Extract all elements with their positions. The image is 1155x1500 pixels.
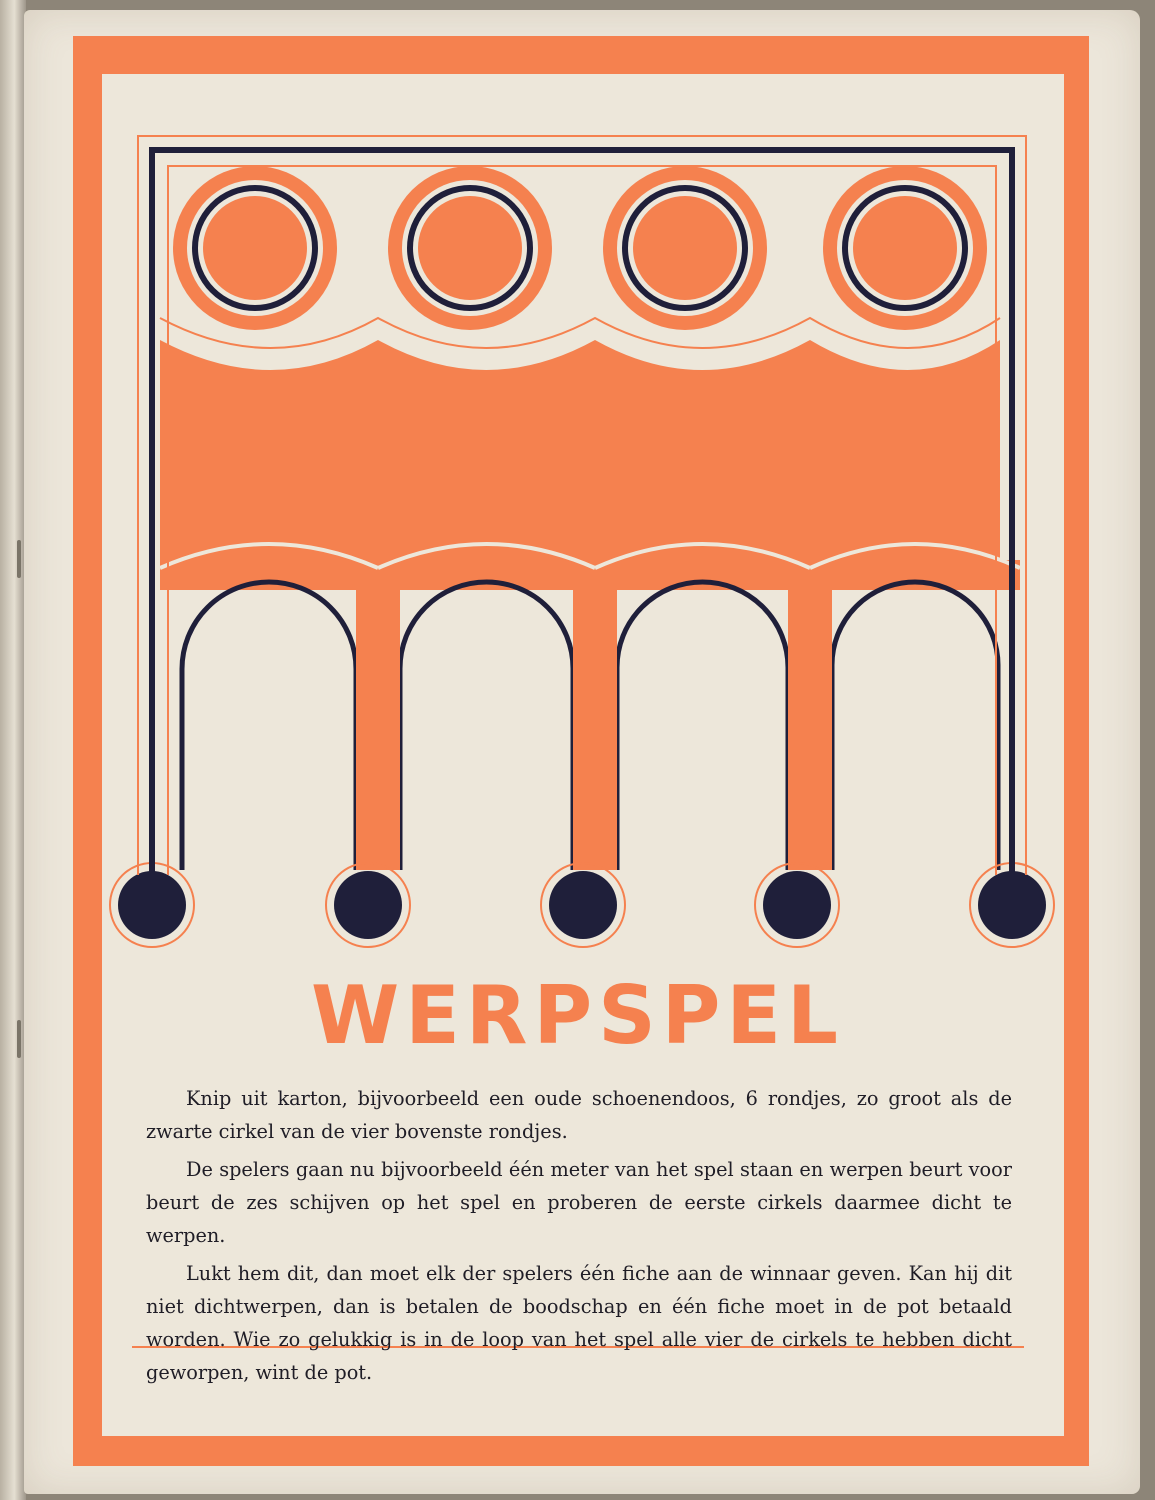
pin-dot-2 — [334, 871, 402, 939]
pin-dot-4 — [763, 871, 831, 939]
pin-dot-5 — [978, 871, 1046, 939]
arch-opening-1 — [190, 590, 348, 870]
arch-band-1 — [160, 560, 378, 590]
pin-dot-3 — [549, 871, 617, 939]
pin-dot-1 — [118, 871, 186, 939]
arch-opening-3 — [625, 590, 780, 870]
paragraph-2: De spelers gaan nu bijvoorbeeld één meter van het spel staan en werpen beurt voor beurt de zes schijven op het spel en proberen de eerste cirkels daarmee dicht te werpen. — [146, 1158, 1012, 1247]
banner-body — [160, 340, 1000, 560]
ring-center-1 — [203, 196, 307, 300]
page-title: WERPSPEL — [311, 969, 844, 1062]
leg-shaft-3 — [788, 590, 832, 870]
leg-shaft-2 — [573, 590, 617, 870]
paragraph-1: Knip uit karton, bijvoorbeeld een oude schoenendoos, 6 rondjes, zo groot als de zwarte cirkel van de vier bovenste rondjes. — [146, 1087, 1012, 1143]
arch-shapes — [160, 544, 1020, 870]
leg-shaft-1 — [356, 590, 400, 870]
arch-band-3 — [595, 560, 810, 590]
ring-center-4 — [853, 196, 957, 300]
ring-center-3 — [633, 196, 737, 300]
target-rings — [173, 166, 987, 330]
arch-band-2 — [378, 560, 595, 590]
orange-banner — [160, 318, 1000, 560]
pin-posts — [110, 863, 1054, 947]
arch-band-4 — [810, 560, 1020, 590]
arch-opening-4 — [840, 590, 990, 870]
ring-center-2 — [418, 196, 522, 300]
paragraph-3: Lukt hem dit, dan moet elk der spelers één fiche aan de winnaar geven. Kan hij dit niet dichtwerpen, dan is betalen de boodschap en één fiche moet in de pot betaald worden. Wie zo gelukkig is in de loop van het spel alle vier de cirkels te hebben dicht geworpen, wint de pot. — [146, 1262, 1012, 1384]
instructions-text — [146, 1082, 1012, 1394]
arch-opening-2 — [408, 590, 565, 870]
